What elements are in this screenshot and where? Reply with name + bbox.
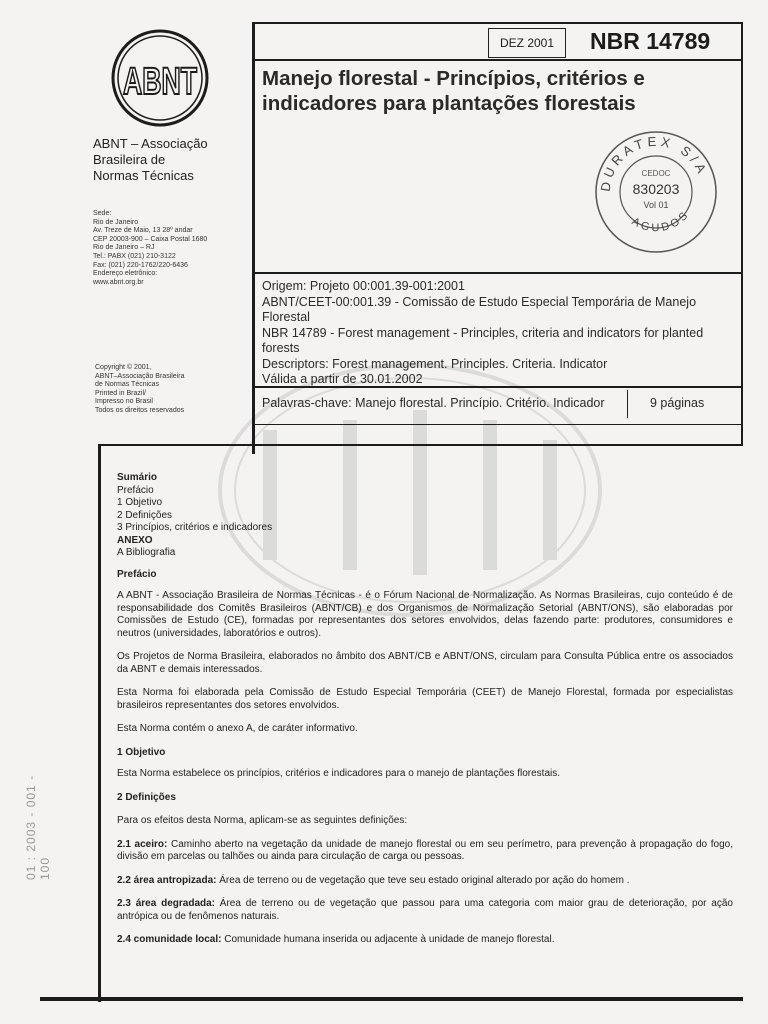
svg-text:Vol 01: Vol 01: [643, 200, 669, 210]
copyright-block: Copyright © 2001, ABNT–Associação Brasileira de Normas Técnicas Printed in Brazil/ Impresso no Brasil Todos os direitos reservados: [95, 364, 185, 414]
duratex-stamp: [592, 128, 720, 256]
svg-text:DURATEX S/A: DURATEX S/A: [597, 133, 711, 193]
definition-item: 2.4 comunidade local: Comunidade humana inserida ou adjacente à unidade de manejo florestal.: [117, 934, 555, 945]
section-heading: 1 Objetivo: [117, 746, 166, 758]
divider: [255, 59, 743, 61]
section-heading: Prefácio: [117, 568, 157, 580]
abnt-logo-text: ABNT: [123, 61, 197, 103]
divider: [741, 22, 743, 446]
divider: [255, 272, 743, 274]
svg-text:830203: 830203: [632, 181, 680, 197]
divider: [98, 444, 101, 1002]
standard-number: NBR 14789: [590, 28, 711, 54]
paragraph: Esta Norma foi elaborada pela Comissão de Estudo Especial Temporária (CEET) de Manejo Florestal, formada por especialistas brasileiros representantes dos setores envolvidos.: [117, 687, 733, 711]
divider: [40, 997, 743, 1001]
page-count: 9 páginas: [650, 396, 705, 410]
abnt-logo: [110, 28, 210, 128]
address-block: Sede: Rio de Janeiro Av. Treze de Maio, 13 28º andar CEP 20003-900 – Caixa Postal 1680 Rio de Janeiro – RJ Tel.: PABX (021) 210-3122 Fax: (021) 220-1762/220-6436 Endereço eletrônico: www.abnt.org.br: [93, 210, 208, 286]
document-body: [117, 472, 733, 947]
divider: [255, 424, 743, 425]
svg-text:CEDOC: CEDOC: [641, 169, 671, 178]
paragraph: Esta Norma estabelece os princípios, critérios e indicadores para o manejo de plantações florestais.: [117, 768, 561, 779]
divider: [252, 24, 255, 454]
paragraph: Os Projetos de Norma Brasileira, elaborados no âmbito dos ABNT/CB e ABNT/ONS, circulam para Consulta Pública entre os associados da ABNT e demais interessados.: [117, 651, 733, 675]
side-reference: 01 : 2003 - 001 - 100: [24, 774, 52, 880]
section-heading: 2 Definições: [117, 791, 176, 803]
divider: [98, 444, 743, 446]
table-of-contents: Sumário Prefácio 1 Objetivo 2 Definições 3 Princípios, critérios e indicadores ANEXO A Bibliografia: [117, 472, 273, 558]
definition-item: 2.1 aceiro: Caminho aberto na vegetação da unidade de manejo florestal ou em seu perímetro, para prevenção à propagação do fogo, divisão em parcelas ou talhões ou ainda para circulação de carga ou pessoas.: [117, 838, 733, 862]
divider: [627, 390, 628, 418]
issue-date: DEZ 2001: [488, 28, 566, 58]
definition-item: 2.3 área degradada: Área de terreno ou de vegetação que passou para uma categoria com maior grau de deterioração, por ação antrópica ou de fenômenos naturais.: [117, 898, 733, 922]
page-title: Manejo florestal - Princípios, critérios e indicadores para plantações florestais: [262, 67, 645, 115]
keywords: Palavras-chave: Manejo florestal. Princípio. Critério. Indicador: [262, 396, 605, 410]
origin-block: Origem: Projeto 00:001.39-001:2001 ABNT/CEET-00:001.39 - Comissão de Estudo Especial Temporária de Manejo Florestal NBR 14789 - Forest management - Principles, criteria and indicators for planted forests Descriptors: Forest management. Principles. Criteria. Indicator Válida a partir de 30.01.2002: [262, 279, 704, 386]
paragraph: Para os efeitos desta Norma, aplicam-se as seguintes definições:: [117, 815, 408, 826]
paragraph: A ABNT - Associação Brasileira de Normas Técnicas - é o Fórum Nacional de Normalização. As Normas Brasileiras, cujo conteúdo é de responsabilidade dos Comitês Brasileiros (ABNT/CB) e dos Organismos de Normalização Setorial (ABNT/ONS), são elaboradas por Comissões de Estudo (CE), formadas por representantes dos setores envolvidos, delas fazendo parte: produtores, consumidores e neutros (universidades, laboratórios e outros).: [117, 590, 733, 639]
svg-text:AGUDOS: AGUDOS: [629, 208, 693, 235]
paragraph: Esta Norma contém o anexo A, de caráter informativo.: [117, 723, 358, 734]
organization-name: ABNT – Associação Brasileira de Normas Técnicas: [93, 136, 208, 183]
divider: [252, 22, 743, 24]
definition-item: 2.2 área antropizada: Área de terreno ou de vegetação que teve seu estado original alterado por ação do homem .: [117, 874, 630, 886]
